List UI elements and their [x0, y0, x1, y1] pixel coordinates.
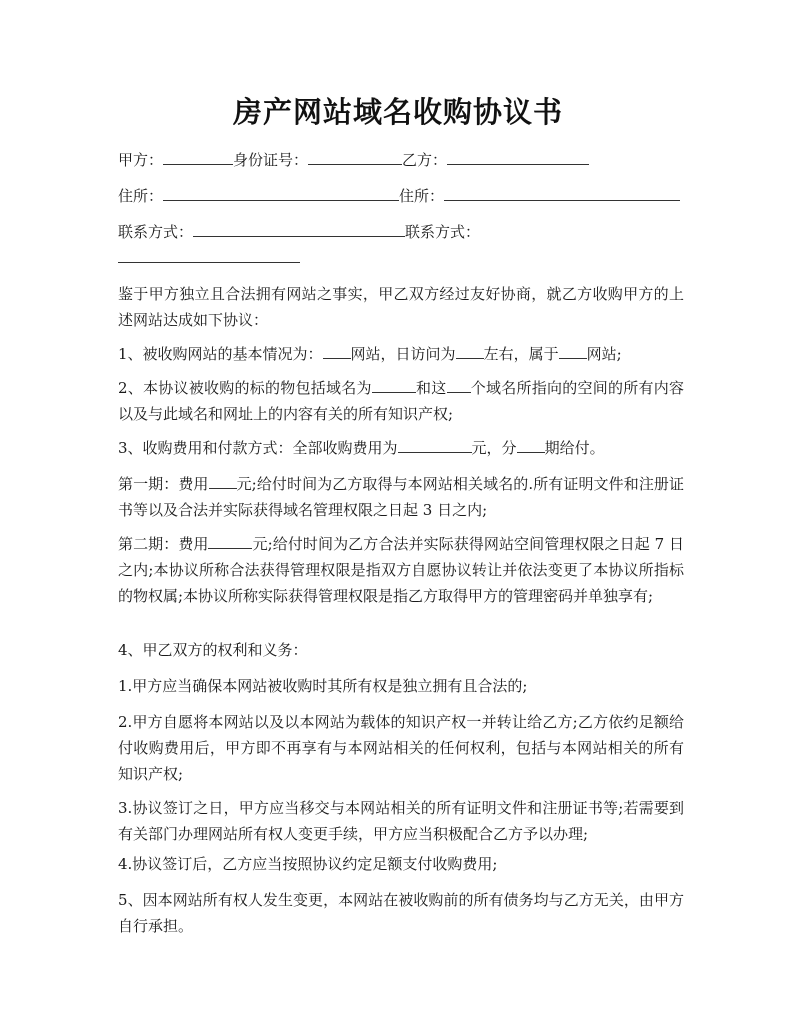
phase-2-text-2: 元;给付时间为乙方合法并实际获得网站空间管理权限之日起 7 日之内;本协议所称合法获得管理权限是指双方自愿协议转让并依法变更了本协议所指标的物权属;本协议所称实际获得管理权限是指乙方取得甲方的管理密码并单独享有;	[118, 535, 684, 605]
clause-1	[118, 341, 684, 367]
clause-3-text-1: 3、收购费用和付款方式：全部收购费用为	[118, 439, 398, 457]
installments-blank[interactable]	[517, 435, 545, 453]
party-info-row-4	[118, 245, 688, 271]
total-fee-blank[interactable]	[398, 435, 472, 453]
phase-1-fee-blank[interactable]	[209, 471, 237, 489]
domain-count-blank[interactable]	[447, 375, 471, 393]
clause-2-text-3: 个域名所指向的空间的所有内容以及与此域名和网址上的内容有关的所有知识产权;	[118, 379, 684, 423]
domain-name-blank[interactable]	[372, 375, 416, 393]
intro-paragraph: 鉴于甲方独立且合法拥有网站之事实，甲乙双方经过友好协商，就乙方收购甲方的上述网站达成如下协议：	[118, 285, 684, 329]
party-info-row-1	[118, 147, 688, 173]
clause-4-item-2: 2.甲方自愿将本网站以及以本网站为载体的知识产权一并转让给乙方;乙方依约足额给付收购费用后，甲方即不再享有与本网站相关的任何权利，包括与本网站相关的所有知识产权;	[118, 713, 684, 783]
party-b-blank[interactable]	[447, 147, 589, 165]
address-a-label: 住所：	[118, 187, 164, 205]
party-a-label: 甲方：	[118, 151, 164, 169]
clause-3-text-3: 期给付。	[544, 439, 605, 457]
clause-4-title: 4、甲乙双方的权利和义务：	[118, 641, 308, 659]
contact-a-blank[interactable]	[193, 219, 405, 237]
clause-2	[118, 375, 684, 427]
clause-1-text-4: 网站;	[586, 345, 622, 363]
clause-3	[118, 435, 684, 461]
id-number-label: 身份证号：	[233, 151, 309, 169]
clause-4-item-1: 1.甲方应当确保本网站被收购时其所有权是独立拥有且合法的;	[118, 677, 528, 695]
clause-5: 5、因本网站所有权人发生变更，本网站在被收购前的所有债务均与乙方无关，由甲方自行承担。	[118, 891, 684, 935]
contact-b-label: 联系方式：	[405, 223, 481, 241]
party-b-label: 乙方：	[402, 151, 448, 169]
phase-2-paragraph	[118, 531, 684, 609]
party-info-row-2	[118, 183, 688, 209]
daily-visits-blank[interactable]	[456, 341, 484, 359]
clause-3-text-2: 元，分	[471, 439, 517, 457]
clause-2-text-1: 2、本协议被收购的标的物包括域名为	[118, 379, 372, 397]
document-title: 房产网站域名收购协议书	[232, 95, 563, 129]
party-a-blank[interactable]	[163, 147, 233, 165]
phase-2-fee-blank[interactable]	[208, 531, 252, 549]
phase-1-text-1: 第一期：费用	[118, 475, 209, 493]
address-a-blank[interactable]	[163, 183, 399, 201]
address-b-blank[interactable]	[444, 183, 680, 201]
phase-1-paragraph	[118, 471, 684, 523]
clause-4-item-4: 4.协议签订后，乙方应当按照协议约定足额支付收购费用;	[118, 855, 498, 873]
site-type-blank[interactable]	[559, 341, 587, 359]
clause-1-text-1: 1、被收购网站的基本情况为：	[118, 345, 323, 363]
clause-1-text-3: 左右，属于	[483, 345, 559, 363]
phase-2-text-1: 第二期：费用	[118, 535, 209, 553]
address-b-label: 住所：	[399, 187, 445, 205]
contact-a-label: 联系方式：	[118, 223, 194, 241]
site-name-blank[interactable]	[323, 341, 351, 359]
contact-b-blank[interactable]	[118, 245, 300, 263]
clause-4-item-3: 3.协议签订之日，甲方应当移交与本网站相关的所有证明文件和注册证书等;若需要到有关部门办理网站所有权人变更手续，甲方应当积极配合乙方予以办理;	[118, 799, 684, 843]
clause-1-text-2: 网站，日访问为	[350, 345, 456, 363]
id-number-blank[interactable]	[308, 147, 402, 165]
party-info-row-3	[118, 219, 688, 245]
phase-1-text-2: 元;给付时间为乙方取得与本网站相关域名的.所有证明文件和注册证书等以及合法并实际获得域名管理权限之日起 3 日之内;	[118, 475, 684, 519]
clause-2-text-2: 和这	[415, 379, 447, 397]
